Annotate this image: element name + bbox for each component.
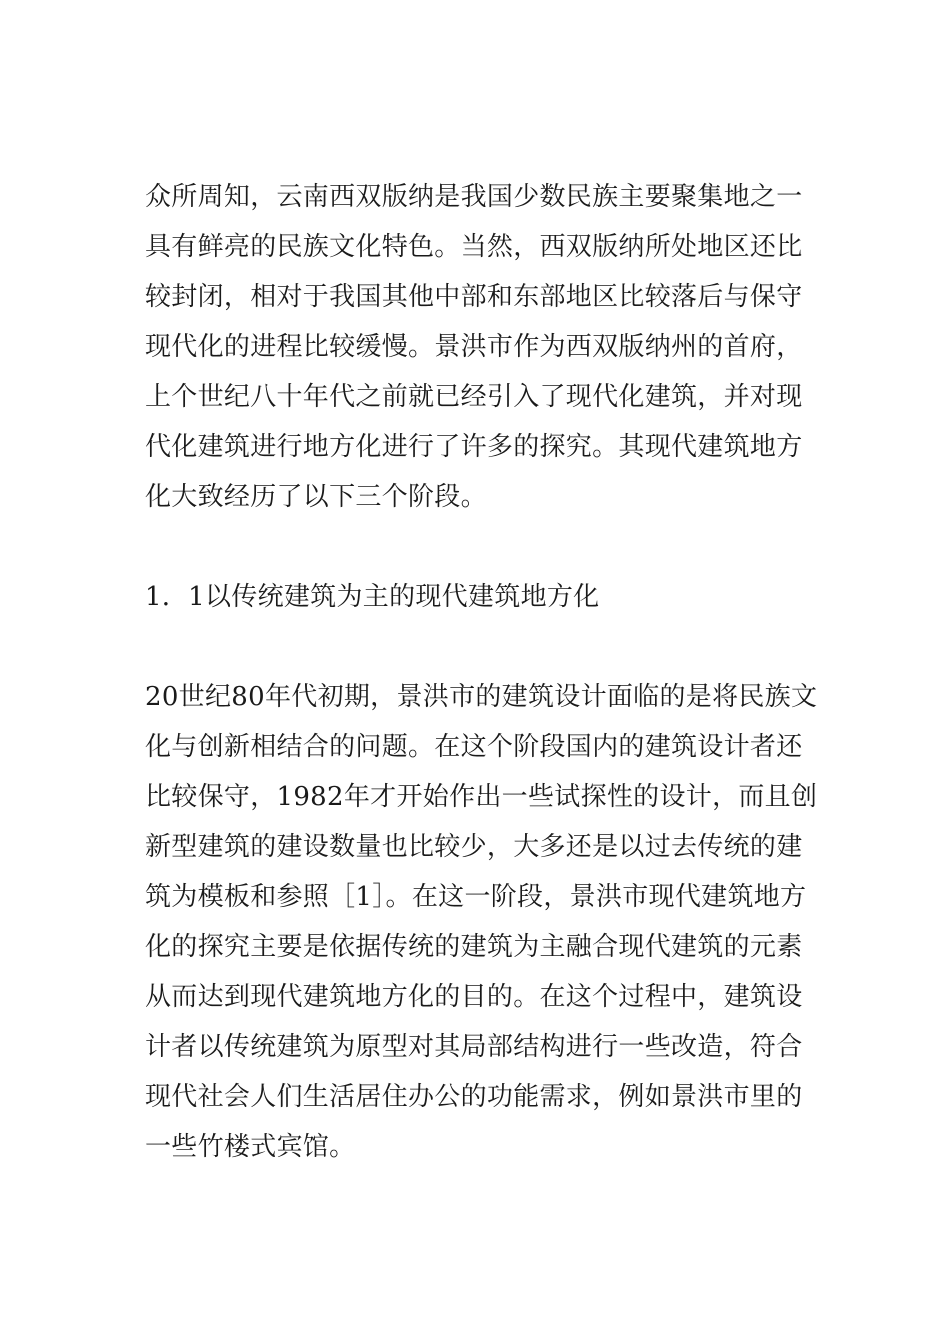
paragraph-line: 众所周知，云南西双版纳是我国少数民族主要聚集地之一 bbox=[145, 182, 803, 212]
paragraph-line: 代化建筑进行地方化进行了许多的探究。其现代建筑地方 bbox=[145, 432, 803, 462]
paragraph-line: 化的探究主要是依据传统的建筑为主融合现代建筑的元素 bbox=[145, 932, 803, 962]
paragraph-section-1-1 bbox=[145, 672, 818, 1172]
section-heading-text: 1．1以传统建筑为主的现代建筑地方化 bbox=[145, 582, 600, 612]
paragraph-line: 20世纪80年代初期，景洪市的建筑设计面临的是将民族文 bbox=[145, 682, 818, 712]
paragraph-line: 从而达到现代建筑地方化的目的。在这个过程中，建筑设 bbox=[145, 982, 803, 1012]
paragraph-line: 比较保守，1982年才开始作出一些试探性的设计，而且创 bbox=[145, 782, 818, 812]
paragraph-line: 新型建筑的建设数量也比较少，大多还是以过去传统的建 bbox=[145, 832, 803, 862]
paragraph-line: 上个世纪八十年代之前就已经引入了现代化建筑，并对现 bbox=[145, 382, 803, 412]
section-heading bbox=[145, 572, 815, 622]
paragraph-line: 计者以传统建筑为原型对其局部结构进行一些改造，符合 bbox=[145, 1032, 803, 1062]
paragraph-line: 较封闭，相对于我国其他中部和东部地区比较落后与保守 bbox=[145, 282, 803, 312]
paragraph-line: 现代化的进程比较缓慢。景洪市作为西双版纳州的首府， bbox=[145, 332, 803, 362]
paragraph-line: 化与创新相结合的问题。在这个阶段国内的建筑设计者还 bbox=[145, 732, 803, 762]
paragraph-line: 具有鲜亮的民族文化特色。当然，西双版纳所处地区还比 bbox=[145, 232, 803, 262]
paragraph-line: 筑为模板和参照［1］。在这一阶段，景洪市现代建筑地方 bbox=[145, 882, 807, 912]
paragraph-line: 现代社会人们生活居住办公的功能需求，例如景洪市里的 bbox=[145, 1082, 803, 1112]
paragraph-line: 一些竹楼式宾馆。 bbox=[145, 1132, 356, 1162]
paragraph-intro bbox=[145, 172, 815, 522]
paragraph-line: 化大致经历了以下三个阶段。 bbox=[145, 482, 487, 512]
